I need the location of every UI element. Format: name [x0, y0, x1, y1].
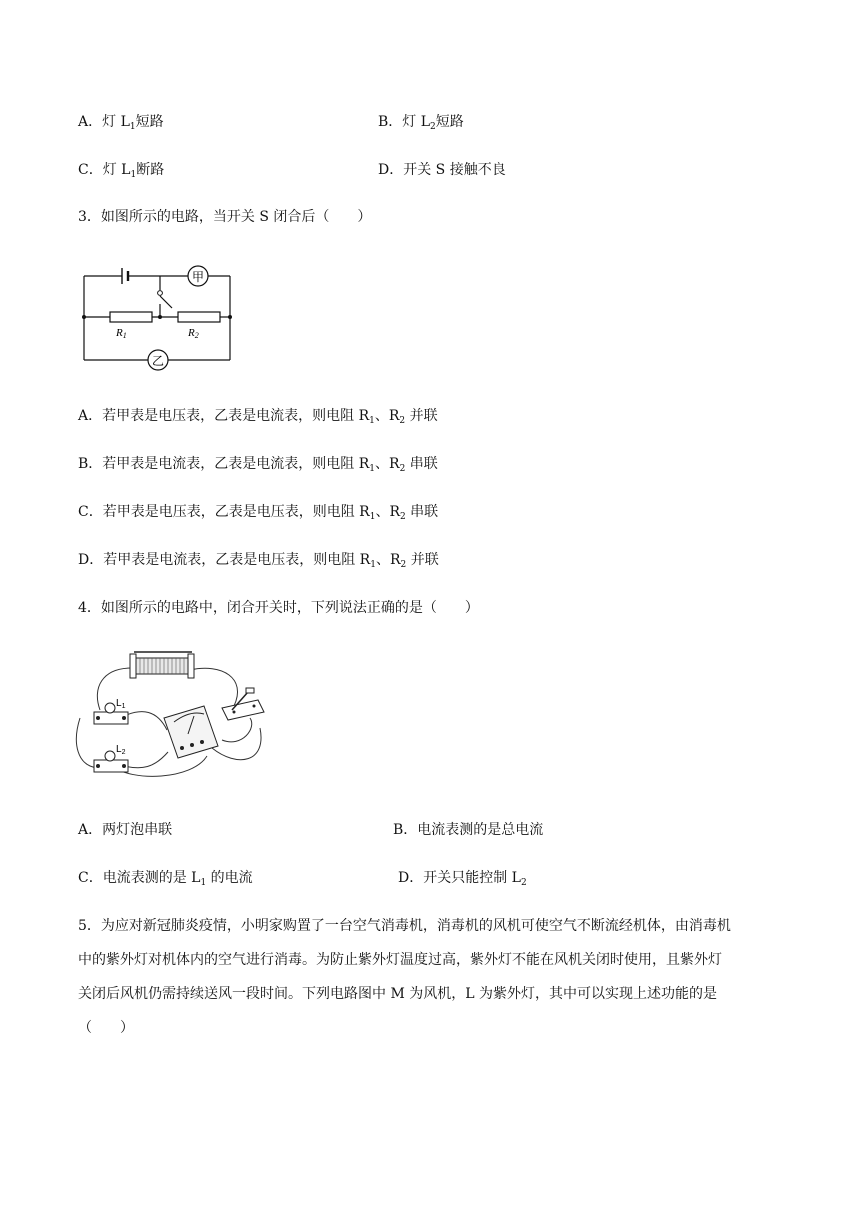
q5-line-3: 关闭后风机仍需持续送风一段时间。下列电路图中 M 为风机，L 为紫外灯，其中可以实现上述功能的是 — [78, 986, 717, 1002]
q5-line-2: 中的紫外灯对机体内的空气进行消毒。为防止紫外灯温度过高，紫外灯不能在风机关闭时使用，且紫外灯 — [78, 952, 722, 968]
q4-stem: 4．如图所示的电路中，闭合开关时，下列说法正确的是（ ） — [78, 600, 479, 616]
switch-icon — [222, 688, 264, 720]
l1-label: $L_1$ — [116, 698, 126, 710]
q2-option-c: C．灯 $L_1$断路 — [78, 162, 165, 180]
q3-option-a: A．若甲表是电压表，乙表是电流表，则电阻 $R_1$、$R_2$ 并联 — [78, 408, 438, 426]
svg-text:乙: 乙 — [151, 354, 165, 368]
q5-line-4: （ ） — [78, 1020, 134, 1036]
q3-stem: 3．如图所示的电路，当开关 S 闭合后（ ） — [78, 209, 372, 225]
q4-circuit-figure — [72, 648, 272, 782]
q4-option-a: A．两灯泡串联 — [78, 822, 173, 838]
q2-option-d: D．开关 S 接触不良 — [378, 162, 506, 178]
meter-jia — [188, 266, 208, 286]
q5-line-1: 5．为应对新冠肺炎疫情，小明家购置了一台空气消毒机，消毒机的风机可使空气不断流经机体，由消毒机 — [78, 918, 731, 934]
r2-label: R2 — [188, 327, 199, 340]
ammeter-icon — [164, 706, 218, 758]
q3-option-b: B．若甲表是电流表，乙表是电流表，则电阻 $R_1$、$R_2$ 串联 — [78, 456, 438, 474]
q2-option-a: A．灯 $L_1$短路 — [78, 114, 164, 132]
q4-option-d: D．开关只能控制 $L_2$ — [398, 870, 527, 888]
svg-text:甲: 甲 — [191, 270, 205, 284]
q3-option-d: D．若甲表是电流表，乙表是电压表，则电阻 $R_1$、$R_2$ 并联 — [78, 552, 439, 570]
q4-option-b: B．电流表测的是总电流 — [393, 822, 544, 838]
q3-circuit-figure — [78, 262, 238, 374]
rheostat-icon — [130, 652, 194, 678]
meter-yi — [148, 350, 168, 370]
q2-option-b: B．灯 $L_2$短路 — [378, 114, 464, 132]
q3-option-c: C．若甲表是电压表，乙表是电压表，则电阻 $R_1$、$R_2$ 串联 — [78, 504, 439, 522]
r1-label: R1 — [116, 327, 127, 340]
l2-label: $L_2$ — [116, 744, 126, 756]
q4-option-c: C．电流表测的是 $L_1$ 的电流 — [78, 870, 253, 888]
